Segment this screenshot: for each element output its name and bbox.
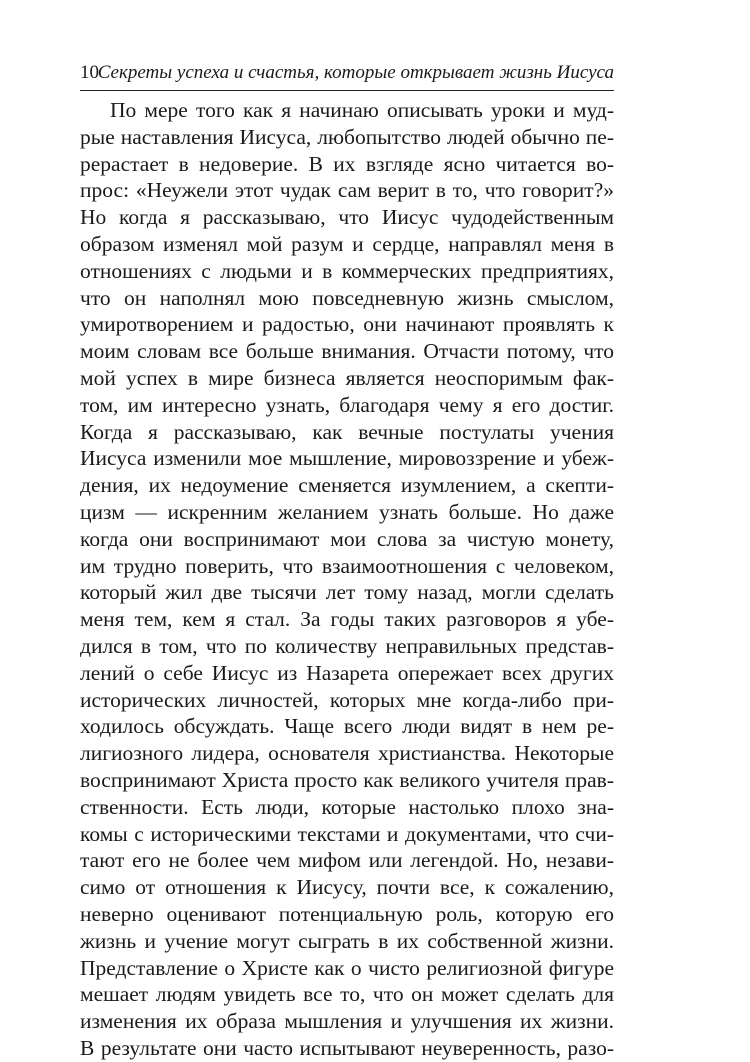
running-title: Секреты успеха и счастья, которые открывает жизнь Иисуса [97, 62, 614, 83]
text-line: умиротворением и радостью, они начинают проявлять к [80, 312, 614, 337]
text-line: что он наполнял мою повседневную жизнь смыслом, [80, 285, 614, 310]
text-line: дился в том, что по количеству неправильных представ- [80, 633, 614, 658]
text-line: исторических личностей, которых мне когда-либо при- [80, 687, 614, 712]
text-line: лений о себе Иисус из Назарета опережает всех других [80, 660, 614, 685]
text-line: образом изменял мой разум и сердце, направлял меня в [80, 231, 614, 256]
text-line: Когда я рассказываю, как вечные постулаты учения [80, 419, 614, 444]
text-line: симо от отношения к Иисусу, почти все, к сожалению, [80, 875, 614, 900]
text-line: моим словам все больше внимания. Отчасти потому, что [80, 339, 614, 364]
text-line: рые наставления Иисуса, любопытство людей обычно пе- [80, 124, 614, 149]
text-line: им трудно поверить, что взаимоотношения с человеком, [80, 553, 614, 578]
text-line: лигиозного лидера, основателя христианства. Некоторые [80, 741, 614, 766]
text-line: когда они воспринимают мои слова за чистую монету, [80, 526, 614, 551]
text-line: мой успех в мире бизнеса является неоспоримым фак- [80, 365, 614, 390]
text-line: отношениях с людьми и в коммерческих предприятиях, [80, 258, 614, 283]
text-line: неверно оценивают потенциальную роль, которую его [80, 901, 614, 926]
text-line: воспринимают Христа просто как великого учителя прав- [80, 767, 614, 792]
text-line: комы с историческими текстами и документами, что счи- [80, 821, 614, 846]
text-line: дения, их недоумение сменяется изумлением, а скепти- [80, 473, 614, 498]
text-line: жизнь и учение могут сыграть в их собственной жизни. [80, 928, 614, 953]
body-paragraph [80, 97, 614, 1062]
text-line: мешает людям увидеть все то, что он может сделать для [80, 982, 614, 1007]
text-line: который жил две тысячи лет тому назад, могли сделать [80, 580, 614, 605]
text-line: По мере того как я начинаю описывать уроки и муд- [110, 98, 614, 122]
text-line: ственности. Есть люди, которые настолько плохо зна- [80, 794, 614, 819]
running-header [80, 60, 614, 91]
text-line: рерастает в недоверие. В их взгляде ясно читается во- [80, 151, 614, 176]
text-line: Представление о Христе как о чисто религиозной фигуре [80, 955, 614, 980]
text-line: В результате они часто испытывают неуверенность, разо- [80, 1035, 614, 1060]
text-line: том, им интересно узнать, благодаря чему я его достиг. [80, 392, 614, 417]
text-line: изменения их образа мышления и улучшения их жизни. [80, 1009, 614, 1034]
page-number: 10 [80, 62, 99, 83]
text-line: прос: «Неужели этот чудак сам верит в то, что говорит?» [80, 178, 614, 203]
text-line: Но когда я рассказываю, что Иисус чудодейственным [80, 205, 614, 230]
text-line: тают его не более чем мифом или легендой. Но, незави- [80, 848, 614, 873]
text-line: цизм — искренним желанием узнать больше. Но даже [80, 499, 614, 524]
text-line: Иисуса изменили мое мышление, мировоззрение и убеж- [80, 446, 614, 471]
text-line: ходилось обсуждать. Чаще всего люди видят в нем ре- [80, 714, 614, 739]
text-line: меня тем, кем я стал. За годы таких разговоров я убе- [80, 607, 614, 632]
